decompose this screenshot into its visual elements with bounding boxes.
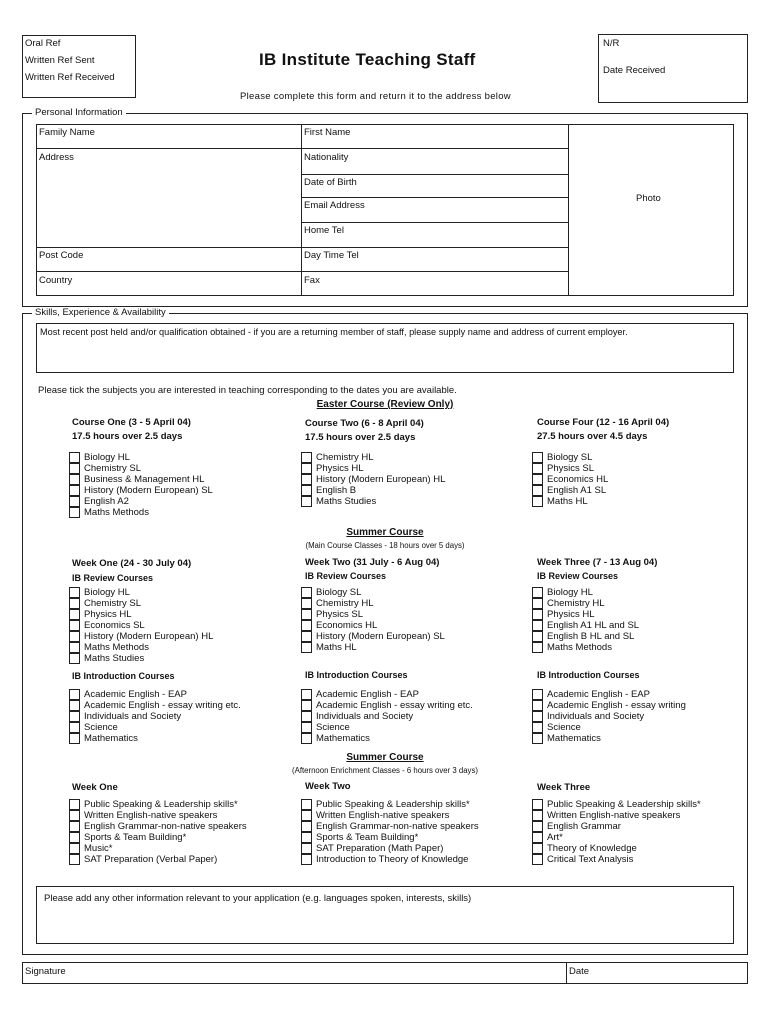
subject-label: Maths Methods — [84, 642, 149, 653]
subject-checkbox[interactable] — [69, 832, 80, 843]
subject-checkbox[interactable] — [301, 642, 312, 653]
date-field[interactable]: Date — [569, 966, 590, 977]
subject-label: Maths Studies — [316, 496, 377, 507]
subject-option[interactable] — [69, 799, 247, 810]
subject-label: Theory of Knowledge — [547, 843, 637, 854]
week-two-review-label: IB Review Courses — [305, 571, 387, 581]
subject-label: SAT Preparation (Math Paper) — [316, 843, 444, 854]
subject-option[interactable] — [301, 463, 445, 474]
post-code-field[interactable]: Post Code — [39, 250, 84, 261]
subject-checkbox[interactable] — [69, 474, 80, 485]
subject-checkbox[interactable] — [69, 463, 80, 474]
subject-label: History (Modern European) SL — [84, 485, 213, 496]
subject-checkbox[interactable] — [69, 598, 80, 609]
subject-checkbox[interactable] — [532, 598, 543, 609]
subject-checkbox[interactable] — [532, 810, 543, 821]
first-name-field[interactable]: First Name — [304, 127, 351, 138]
signature-field[interactable]: Signature — [25, 966, 66, 977]
subject-label: History (Modern European) SL — [316, 631, 445, 642]
subject-option[interactable] — [69, 631, 213, 642]
subject-label: Academic English - essay writing — [547, 700, 686, 711]
subject-label: English A1 HL and SL — [547, 620, 640, 631]
subject-option[interactable] — [69, 843, 247, 854]
subject-option[interactable] — [532, 689, 686, 700]
subject-option[interactable] — [301, 821, 479, 832]
subject-label: Biology HL — [84, 452, 130, 463]
subject-option[interactable] — [532, 843, 701, 854]
subject-label: Chemistry HL — [547, 598, 605, 609]
subject-checkbox[interactable] — [301, 854, 312, 865]
subject-option[interactable] — [532, 854, 701, 865]
afternoon-week-three-title: Week Three — [537, 782, 591, 793]
week-two-intro-list — [301, 689, 473, 744]
subject-option[interactable] — [532, 700, 686, 711]
subject-option[interactable] — [301, 474, 445, 485]
subject-label: Economics HL — [316, 620, 378, 631]
subject-label: Science — [316, 722, 350, 733]
subject-option[interactable] — [69, 832, 247, 843]
subject-checkbox[interactable] — [301, 609, 312, 620]
subject-label: English B — [316, 485, 357, 496]
subject-label: Physics HL — [316, 463, 364, 474]
subject-checkbox[interactable] — [532, 711, 543, 722]
subject-option[interactable] — [532, 821, 701, 832]
subject-option[interactable] — [69, 609, 213, 620]
afternoon-week-one-list — [69, 799, 247, 865]
subject-checkbox[interactable] — [532, 485, 543, 496]
subject-checkbox[interactable] — [69, 642, 80, 653]
subject-option[interactable] — [69, 587, 213, 598]
subject-label: Maths Methods — [547, 642, 612, 653]
subject-option[interactable] — [301, 832, 479, 843]
afternoon-week-three-list — [532, 799, 701, 865]
subject-label: SAT Preparation (Verbal Paper) — [84, 854, 218, 865]
subject-checkbox[interactable] — [301, 598, 312, 609]
home-tel-field[interactable]: Home Tel — [304, 225, 344, 236]
easter-course-four-hours: 27.5 hours over 4.5 days — [537, 431, 648, 442]
subject-option[interactable] — [69, 689, 241, 700]
subject-label: Chemistry HL — [316, 598, 374, 609]
subject-label: English B HL and SL — [547, 631, 635, 642]
subject-label: Sports & Team Building* — [84, 832, 187, 843]
subject-option[interactable] — [532, 587, 639, 598]
country-field[interactable]: Country — [39, 275, 73, 286]
subject-option[interactable] — [532, 832, 701, 843]
subject-checkbox[interactable] — [301, 821, 312, 832]
subject-option[interactable] — [69, 821, 247, 832]
subject-label: Maths Studies — [84, 653, 145, 664]
subject-checkbox[interactable] — [69, 609, 80, 620]
subject-checkbox[interactable] — [69, 843, 80, 854]
subject-label: Physics SL — [547, 463, 594, 474]
subject-option[interactable] — [69, 496, 213, 507]
subject-option[interactable] — [69, 653, 213, 664]
subject-label: Academic English - EAP — [316, 689, 419, 700]
afternoon-week-two-title: Week Two — [305, 781, 351, 792]
subject-checkbox[interactable] — [532, 587, 543, 598]
subject-checkbox[interactable] — [301, 485, 312, 496]
subject-checkbox[interactable] — [69, 854, 80, 865]
subject-checkbox[interactable] — [69, 507, 80, 518]
subject-option[interactable] — [69, 722, 241, 733]
subject-option[interactable] — [301, 689, 473, 700]
subject-checkbox[interactable] — [69, 485, 80, 496]
subject-option[interactable] — [532, 620, 639, 631]
subject-checkbox[interactable] — [301, 689, 312, 700]
subject-label: Biology SL — [547, 452, 593, 463]
subject-checkbox[interactable] — [69, 587, 80, 598]
subject-checkbox[interactable] — [69, 799, 80, 810]
subject-checkbox[interactable] — [532, 843, 543, 854]
subject-option[interactable] — [301, 799, 479, 810]
subject-option[interactable] — [532, 485, 608, 496]
subject-option[interactable] — [69, 620, 213, 631]
subject-label: English Grammar — [547, 821, 621, 832]
subject-label: English A2 — [84, 496, 129, 507]
subject-option[interactable] — [69, 642, 213, 653]
subject-label: Academic English - essay writing etc. — [84, 700, 241, 711]
subject-checkbox[interactable] — [301, 799, 312, 810]
subject-label: Mathematics — [316, 733, 370, 744]
subject-label: Science — [84, 722, 118, 733]
easter-course-one-list — [69, 452, 213, 518]
summer-afternoon-heading: Summer Course — [346, 752, 424, 763]
subject-option[interactable] — [301, 609, 445, 620]
subject-label: Business & Management HL — [84, 474, 205, 485]
week-three-title: Week Three (7 - 13 Aug 04) — [537, 557, 658, 568]
subject-label: Public Speaking & Leadership skills* — [316, 799, 470, 810]
subject-checkbox[interactable] — [532, 700, 543, 711]
subject-label: English Grammar-non-native speakers — [316, 821, 479, 832]
date-of-birth-field[interactable]: Date of Birth — [304, 177, 357, 188]
subject-option[interactable] — [301, 485, 445, 496]
subject-option[interactable] — [532, 722, 686, 733]
subject-label: Physics HL — [547, 609, 595, 620]
subject-option[interactable] — [69, 711, 241, 722]
week-three-review-label: IB Review Courses — [537, 571, 619, 581]
subject-checkbox[interactable] — [69, 722, 80, 733]
subject-label: Music* — [84, 843, 113, 854]
subject-checkbox[interactable] — [69, 689, 80, 700]
subject-label: Individuals and Society — [547, 711, 645, 722]
subject-checkbox[interactable] — [69, 496, 80, 507]
subject-checkbox[interactable] — [532, 821, 543, 832]
subject-option[interactable] — [532, 810, 701, 821]
subject-checkbox[interactable] — [532, 474, 543, 485]
subject-checkbox[interactable] — [69, 711, 80, 722]
written-ref-received-label: Written Ref Received — [25, 72, 115, 83]
week-one-intro-list — [69, 689, 241, 744]
subject-checkbox[interactable] — [532, 452, 543, 463]
subject-option[interactable] — [301, 722, 473, 733]
week-three-intro-label: IB Introduction Courses — [537, 670, 640, 680]
subject-option[interactable] — [532, 711, 686, 722]
easter-course-one-hours: 17.5 hours over 2.5 days — [72, 431, 183, 442]
subject-checkbox[interactable] — [69, 810, 80, 821]
afternoon-week-one-title: Week One — [72, 782, 118, 793]
subject-label: Academic English - EAP — [547, 689, 650, 700]
summer-course-heading: Summer Course — [346, 527, 424, 538]
subject-label: Individuals and Society — [84, 711, 182, 722]
page-subtitle: Please complete this form and return it to the address below — [240, 91, 511, 102]
subject-option[interactable] — [69, 854, 247, 865]
subject-checkbox[interactable] — [532, 631, 543, 642]
written-ref-sent-label: Written Ref Sent — [25, 55, 95, 66]
subject-checkbox[interactable] — [301, 587, 312, 598]
subject-option[interactable] — [301, 843, 479, 854]
photo-placeholder[interactable]: Photo — [636, 193, 661, 204]
subject-checkbox[interactable] — [301, 843, 312, 854]
subject-checkbox[interactable] — [69, 700, 80, 711]
subject-label: History (Modern European) HL — [84, 631, 214, 642]
week-two-review-list — [301, 587, 445, 653]
fax-field[interactable]: Fax — [304, 275, 320, 286]
subject-label: Biology HL — [547, 587, 593, 598]
subject-option[interactable] — [301, 642, 445, 653]
oral-ref-label: Oral Ref — [25, 38, 61, 49]
subject-checkbox[interactable] — [69, 452, 80, 463]
subject-label: Individuals and Society — [316, 711, 414, 722]
easter-course-one-title: Course One (3 - 5 April 04) — [72, 417, 191, 428]
subject-option[interactable] — [532, 463, 608, 474]
subject-option[interactable] — [532, 631, 639, 642]
subject-label: Art* — [547, 832, 563, 843]
subject-checkbox[interactable] — [532, 689, 543, 700]
subject-label: Chemistry SL — [84, 598, 142, 609]
date-received-label: Date Received — [603, 65, 666, 76]
subject-option[interactable] — [69, 733, 241, 744]
subject-option[interactable] — [301, 631, 445, 642]
subject-option[interactable] — [69, 474, 213, 485]
subject-label: Economics HL — [547, 474, 609, 485]
subject-option[interactable] — [532, 496, 608, 507]
week-one-title: Week One (24 - 30 July 04) — [72, 558, 192, 569]
subject-option[interactable] — [532, 609, 639, 620]
subject-checkbox[interactable] — [301, 620, 312, 631]
subject-option[interactable] — [69, 452, 213, 463]
subject-option[interactable] — [532, 452, 608, 463]
subject-option[interactable] — [69, 485, 213, 496]
subject-label: Economics SL — [84, 620, 145, 631]
subject-label: Biology SL — [316, 587, 362, 598]
subject-option[interactable] — [301, 452, 445, 463]
easter-course-four-list — [532, 452, 608, 507]
subject-checkbox[interactable] — [532, 799, 543, 810]
email-address-field[interactable]: Email Address — [304, 200, 365, 211]
week-three-review-list — [532, 587, 639, 653]
page-title: IB Institute Teaching Staff — [259, 50, 476, 69]
subject-option[interactable] — [301, 496, 445, 507]
subject-label: Academic English - essay writing etc. — [316, 700, 473, 711]
subject-label: Sports & Team Building* — [316, 832, 419, 843]
nr-label: N/R — [603, 38, 620, 49]
easter-course-two-list — [301, 452, 445, 507]
subject-option[interactable] — [301, 700, 473, 711]
subject-checkbox[interactable] — [532, 722, 543, 733]
subject-option[interactable] — [69, 810, 247, 821]
subject-label: Written English-native speakers — [316, 810, 450, 821]
subject-checkbox[interactable] — [301, 832, 312, 843]
subject-label: Introduction to Theory of Knowledge — [316, 854, 469, 865]
week-two-title: Week Two (31 July - 6 Aug 04) — [305, 557, 440, 568]
subject-checkbox[interactable] — [301, 463, 312, 474]
subject-checkbox[interactable] — [301, 452, 312, 463]
subject-checkbox[interactable] — [532, 854, 543, 865]
subject-label: Written English-native speakers — [547, 810, 681, 821]
subject-checkbox[interactable] — [301, 631, 312, 642]
subject-option[interactable] — [69, 598, 213, 609]
subject-label: Chemistry HL — [316, 452, 374, 463]
subject-checkbox[interactable] — [532, 609, 543, 620]
subject-checkbox[interactable] — [532, 832, 543, 843]
subject-option[interactable] — [301, 598, 445, 609]
subject-label: Critical Text Analysis — [547, 854, 634, 865]
subject-label: Academic English - EAP — [84, 689, 187, 700]
subject-option[interactable] — [301, 587, 445, 598]
easter-course-four-title: Course Four (12 - 16 April 04) — [537, 417, 670, 428]
subject-label: Public Speaking & Leadership skills* — [84, 799, 238, 810]
subject-label: Physics HL — [84, 609, 132, 620]
subject-label: Public Speaking & Leadership skills* — [547, 799, 701, 810]
subject-option[interactable] — [301, 854, 479, 865]
subject-option[interactable] — [532, 474, 608, 485]
week-three-intro-list — [532, 689, 686, 744]
subject-option[interactable] — [532, 799, 701, 810]
day-time-tel-field[interactable]: Day Time Tel — [304, 250, 359, 261]
subject-option[interactable] — [532, 733, 686, 744]
subject-checkbox[interactable] — [532, 496, 543, 507]
subject-label: Maths HL — [316, 642, 357, 653]
recent-post-prompt: Most recent post held and/or qualification obtained - if you are a returning member of staff, please supply name and address of current employer. — [40, 327, 628, 337]
subject-option[interactable] — [532, 598, 639, 609]
week-two-intro-label: IB Introduction Courses — [305, 670, 408, 680]
address-field[interactable]: Address — [39, 152, 74, 163]
subject-checkbox[interactable] — [301, 722, 312, 733]
personal-info-legend: Personal Information — [32, 107, 126, 118]
subject-checkbox[interactable] — [69, 821, 80, 832]
subject-label: Science — [547, 722, 581, 733]
other-info-prompt: Please add any other information relevant to your application (e.g. languages spoken, interests, skills) — [44, 893, 472, 904]
easter-course-two-hours: 17.5 hours over 2.5 days — [305, 432, 416, 443]
subject-label: English A1 SL — [547, 485, 607, 496]
subject-label: English Grammar-non-native speakers — [84, 821, 247, 832]
subject-checkbox[interactable] — [69, 653, 80, 664]
skills-legend: Skills, Experience & Availability — [32, 307, 169, 318]
tick-instruction: Please tick the subjects you are interested in teaching corresponding to the dates you are available. — [38, 385, 457, 396]
afternoon-week-two-list — [301, 799, 479, 865]
subject-label: Mathematics — [547, 733, 601, 744]
summer-course-subheading: (Main Course Classes - 18 hours over 5 days) — [305, 541, 465, 550]
easter-course-heading: Easter Course (Review Only) — [316, 399, 454, 410]
subject-option[interactable] — [301, 711, 473, 722]
subject-checkbox[interactable] — [69, 631, 80, 642]
subject-option[interactable] — [532, 642, 639, 653]
subject-label: Mathematics — [84, 733, 138, 744]
subject-checkbox[interactable] — [301, 496, 312, 507]
subject-checkbox[interactable] — [301, 700, 312, 711]
nationality-field[interactable]: Nationality — [304, 152, 349, 163]
subject-option[interactable] — [301, 810, 479, 821]
week-one-intro-label: IB Introduction Courses — [72, 671, 175, 681]
subject-checkbox[interactable] — [69, 733, 80, 744]
week-one-review-list — [69, 587, 213, 664]
subject-label: Written English-native speakers — [84, 810, 218, 821]
subject-option[interactable] — [301, 733, 473, 744]
family-name-field[interactable]: Family Name — [39, 127, 95, 138]
subject-checkbox[interactable] — [301, 474, 312, 485]
subject-option[interactable] — [69, 507, 213, 518]
subject-label: Biology HL — [84, 587, 130, 598]
subject-checkbox[interactable] — [532, 642, 543, 653]
subject-checkbox[interactable] — [301, 733, 312, 744]
subject-checkbox[interactable] — [69, 620, 80, 631]
subject-label: Chemistry SL — [84, 463, 142, 474]
subject-checkbox[interactable] — [301, 810, 312, 821]
easter-course-two-title: Course Two (6 - 8 April 04) — [305, 418, 424, 429]
subject-label: Physics SL — [316, 609, 363, 620]
subject-label: History (Modern European) HL — [316, 474, 446, 485]
subject-checkbox[interactable] — [532, 733, 543, 744]
subject-option[interactable] — [69, 700, 241, 711]
subject-checkbox[interactable] — [532, 620, 543, 631]
subject-checkbox[interactable] — [532, 463, 543, 474]
signature-row — [22, 962, 748, 984]
summer-afternoon-subheading: (Afternoon Enrichment Classes - 6 hours over 3 days) — [292, 766, 478, 775]
subject-option[interactable] — [301, 620, 445, 631]
subject-label: Maths HL — [547, 496, 588, 507]
subject-checkbox[interactable] — [301, 711, 312, 722]
subject-option[interactable] — [69, 463, 213, 474]
week-one-review-label: IB Review Courses — [72, 573, 154, 583]
subject-label: Maths Methods — [84, 507, 149, 518]
